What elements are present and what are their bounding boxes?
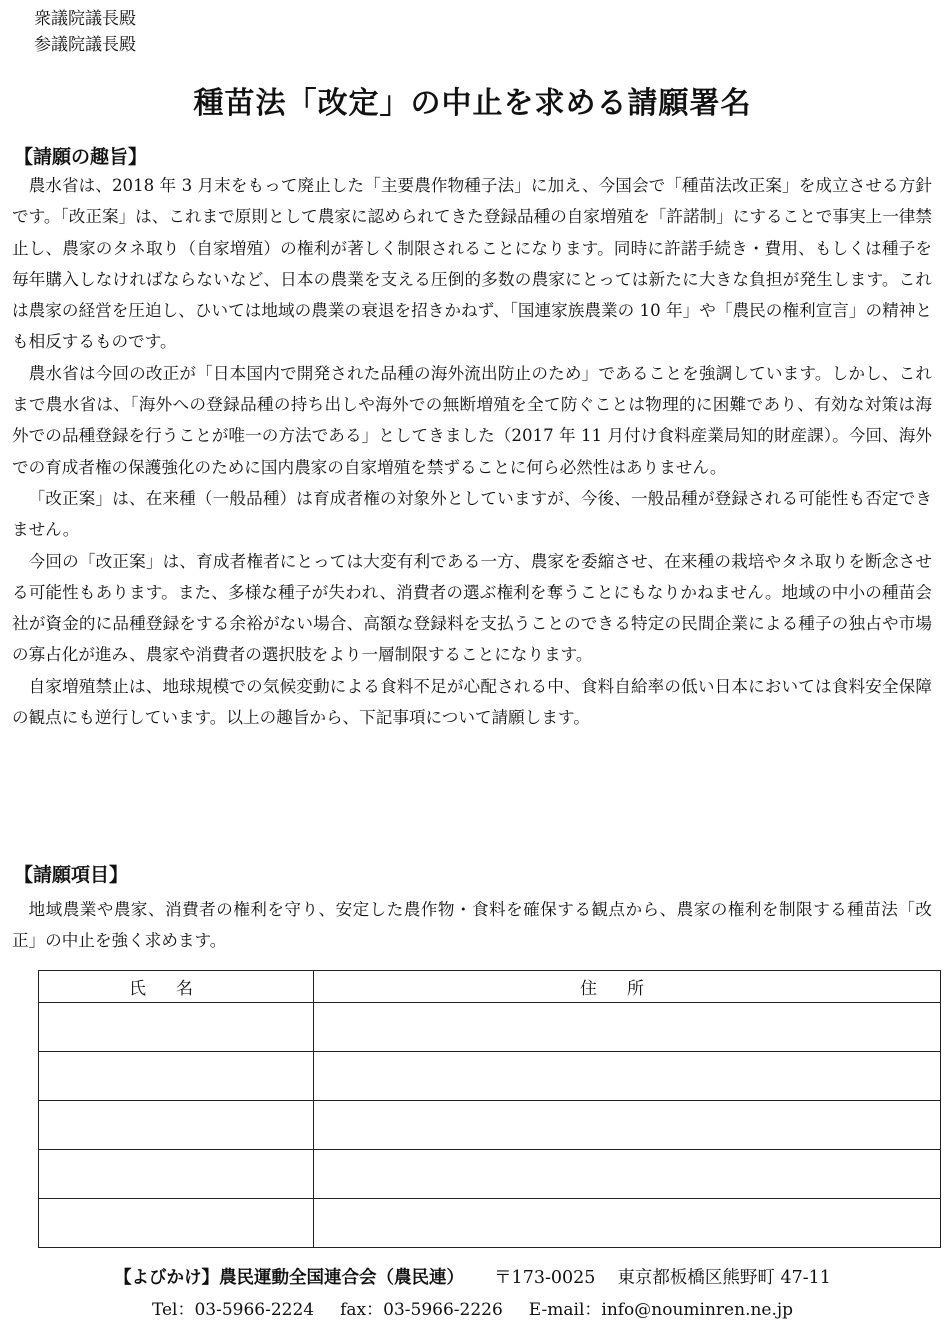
address-cell[interactable] [314, 1101, 941, 1150]
footer-tel: Tel：03-5966-2224 [151, 1300, 315, 1320]
purpose-paragraph: 「改正案」は、在来種（一般品種）は育成者権の対象外としていますが、今後、一般品種が登録される可能性も否定できません。 [12, 488, 932, 540]
name-cell[interactable] [39, 1199, 314, 1248]
name-cell[interactable] [39, 1003, 314, 1052]
purpose-heading: 【請願の趣旨】 [14, 146, 148, 168]
footer-address: 東京都板橋区熊野町 47-11 [617, 1268, 831, 1288]
footer-contact-line [0, 1295, 945, 1320]
signature-row [39, 1150, 941, 1199]
addressee-house-of-councillors: 参議院議長殿 [34, 35, 136, 55]
footer-organization-line [0, 1264, 945, 1289]
petition-title: 種苗法「改定」の中止を求める請願署名 [193, 86, 752, 121]
name-cell[interactable] [39, 1101, 314, 1150]
signature-row [39, 1003, 941, 1052]
address-cell[interactable] [314, 1199, 941, 1248]
address-column-header: 住所 [314, 971, 941, 1003]
name-cell[interactable] [39, 1150, 314, 1199]
signature-row [39, 1052, 941, 1101]
petition-items-text: 地域農業や農家、消費者の権利を守り、安定した農作物・食料を確保する観点から、農家の権利を制限する種苗法「改正」の中止を強く求めます。 [12, 900, 932, 950]
purpose-body [12, 170, 932, 733]
signature-row [39, 1199, 941, 1248]
petition-items-body [12, 894, 932, 956]
footer-email[interactable]: E-mail：info@nouminren.ne.jp [528, 1300, 794, 1320]
signature-table [38, 970, 941, 1248]
purpose-paragraph: 農水省は今回の改正が「日本国内で開発された品種の海外流出防止のため」であることを強調しています。しかし、これまで農水省は、「海外への登録品種の持ち出しや海外での無断増殖を全て防ぐことは物理的に困難であり、有効な対策は海外での品種登録を行うことが唯一の方法である」としてきました（2017 年 11 月付け食料産業局知的財産課）。今回、海外での育成者権の保護強化のために国内農家の自家増殖を禁ずることに何ら必然性はありません。 [12, 363, 932, 477]
signature-table-header [39, 971, 941, 1003]
purpose-paragraph: 今回の「改正案」は、育成者権者にとっては大変有利である一方、農家を委縮させ、在来種の栽培やタネ取りを断念させる可能性もあります。また、多様な種子が失われ、消費者の選ぶ権利を奪うことにもなりかねません。地域の中小の種苗会社が資金的に品種登録をする余裕がない場合、高額な登録料を支払うことのできる特定の民間企業による種子の独占や市場の寡占化が進み、農家や消費者の選択肢をより一層制限することになります。 [12, 551, 932, 665]
address-cell[interactable] [314, 1052, 941, 1101]
purpose-paragraph: 農水省は、2018 年 3 月末をもって廃止した「主要農作物種子法」に加え、今国会で「種苗法改正案」を成立させる方針です。「改正案」は、これまで原則として農家に認められてきた登録品種の自家増殖を「許諾制」にすることで事実上一律禁止し、農家のタネ取り（自家増殖）の権利が著しく制限されることになります。同時に許諾手続き・費用、もしくは種子を毎年購入しなければならないなど、日本の農業を支える圧倒的多数の農家にとっては新たに大きな負担が発生します。これは農家の経営を圧迫し、ひいては地域の農業の衰退を招きかねず、「国連家族農業の 10 年」や「農民の権利宣言」の精神とも相反するものです。 [12, 176, 932, 352]
footer-fax: fax：03-5966-2226 [340, 1300, 503, 1320]
footer-organization-name: 農民運動全国連合会（農民連） [219, 1268, 465, 1288]
purpose-paragraph: 自家増殖禁止は、地球規模での気候変動による食料不足が心配される中、食料自給率の低い日本においては食料安全保障の観点にも逆行しています。以上の趣旨から、下記事項について請願します。 [12, 676, 932, 728]
addressees [34, 6, 136, 58]
name-column-header: 氏名 [39, 971, 314, 1003]
name-cell[interactable] [39, 1052, 314, 1101]
addressee-house-of-representatives: 衆議院議長殿 [34, 9, 136, 29]
address-cell[interactable] [314, 1003, 941, 1052]
signature-row [39, 1101, 941, 1150]
address-cell[interactable] [314, 1150, 941, 1199]
items-heading: 【請願項目】 [14, 864, 129, 886]
footer-postal-code: 〒173-0025 [494, 1268, 596, 1288]
footer-caller-label: 【よびかけ】 [114, 1268, 220, 1288]
